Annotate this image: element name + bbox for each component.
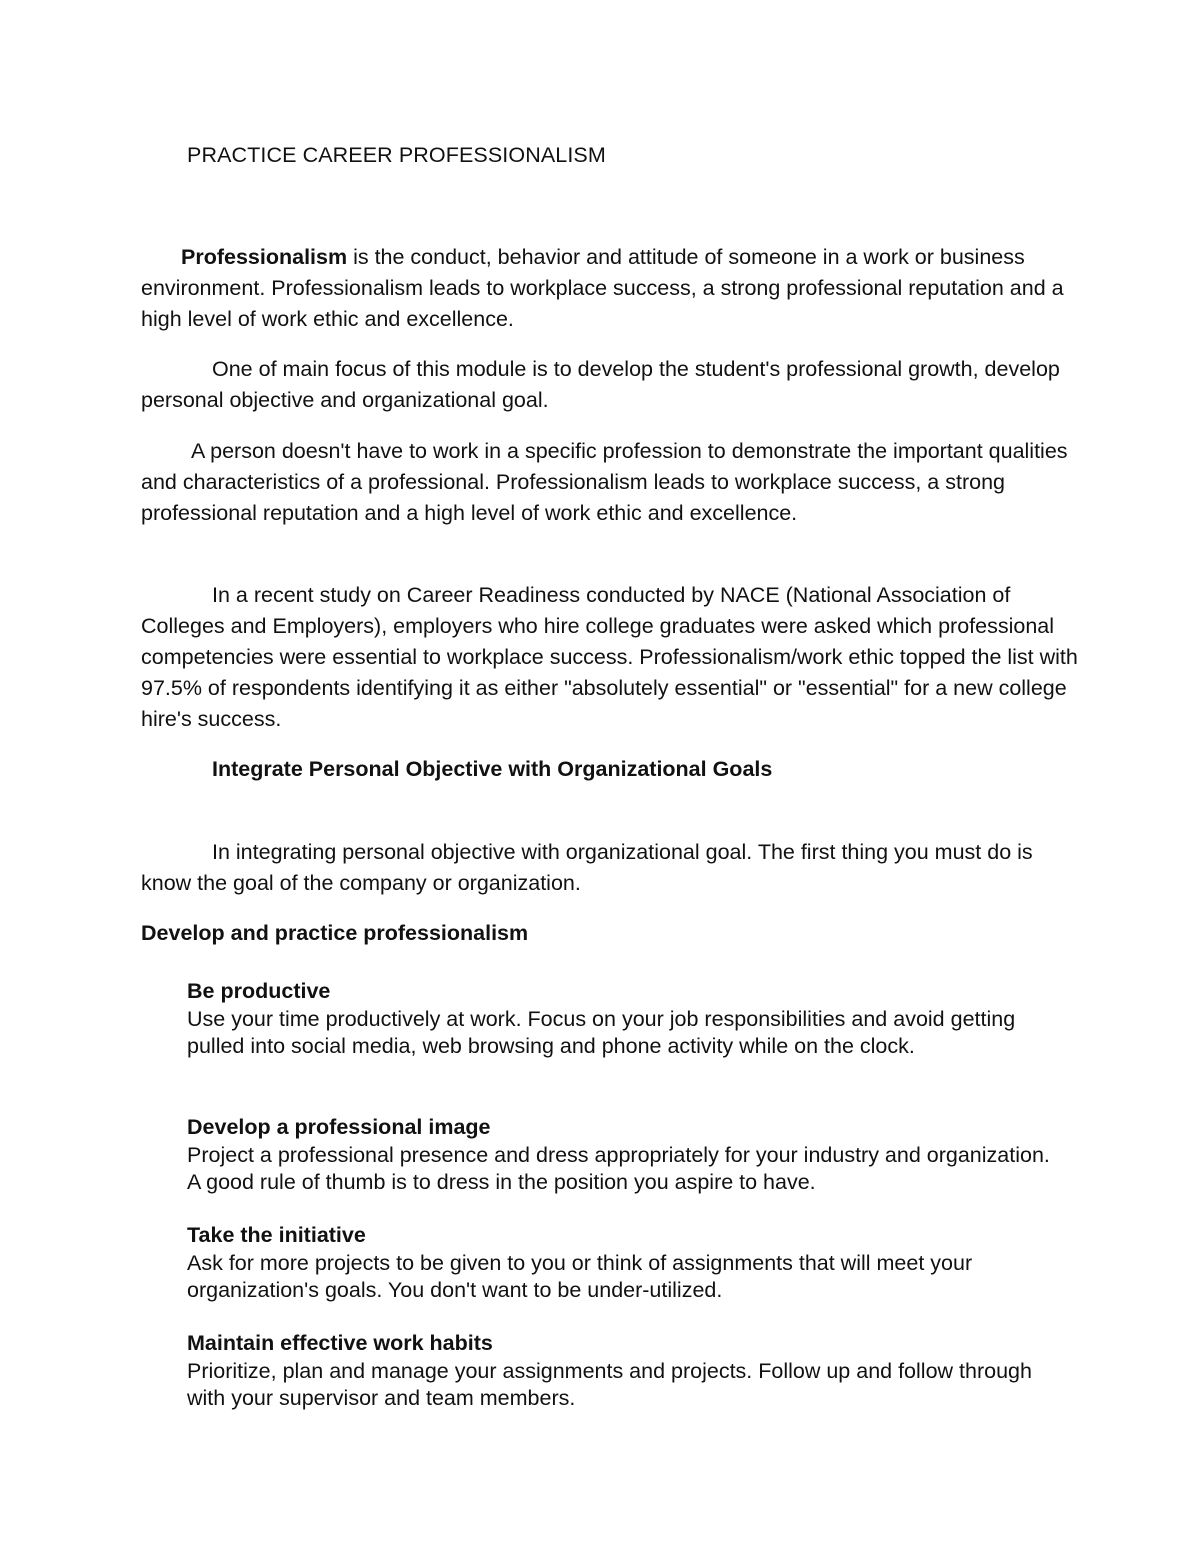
- tip-title: Take the initiative: [187, 1223, 366, 1247]
- tip-body: Project a professional presence and dress appropriately for your industry and organization. A good rule of thumb is to dress in the position you aspire to have.: [187, 1142, 1050, 1194]
- paragraph-integrating: [141, 837, 1081, 899]
- subheading-integrate: Integrate Personal Objective with Organizational Goals: [212, 757, 773, 781]
- tip-item: [187, 978, 1067, 1061]
- tip-item: [187, 1330, 1067, 1413]
- paragraph-integrating-text: In integrating personal objective with organizational goal. The first thing you must do is know the goal of the company or organization.: [141, 840, 1033, 895]
- paragraph-nace-study-text: In a recent study on Career Readiness conducted by NACE (National Association of Colleges and Employers), employers who hire college graduates were asked which professional competencies were essential to workplace success. Professionalism/work ethic topped the list with 97.5% of respondents identifying it as either "absolutely essential" or "essential" for a new college hire's success.: [141, 583, 1078, 731]
- paragraph-qualities-text: A person doesn't have to work in a specific profession to demonstrate the important qualities and characteristics of a professional. Professionalism leads to workplace success, a strong professional reputation and a high level of work ethic and excellence.: [141, 439, 1068, 525]
- tip-title: Maintain effective work habits: [187, 1331, 493, 1355]
- paragraph-nace-study: [141, 580, 1081, 735]
- tip-body: Prioritize, plan and manage your assignments and projects. Follow up and follow through with your supervisor and team members.: [187, 1358, 1032, 1410]
- paragraph-qualities: [141, 436, 1081, 529]
- tip-item: [187, 1222, 1067, 1305]
- page-title: PRACTICE CAREER PROFESSIONALISM: [187, 143, 606, 167]
- intro-bold-term: Professionalism: [181, 245, 348, 269]
- paragraph-module-focus-text: One of main focus of this module is to develop the student's professional growth, develop personal objective and organizational goal.: [141, 357, 1060, 412]
- tip-title: Develop a professional image: [187, 1115, 491, 1139]
- tip-body: Use your time productively at work. Focus on your job responsibilities and avoid getting pulled into social media, web browsing and phone activity while on the clock.: [187, 1006, 1016, 1058]
- tip-item: [187, 1114, 1067, 1197]
- tip-body: Ask for more projects to be given to you or think of assignments that will meet your organization's goals. You don't want to be under-utilized.: [187, 1250, 973, 1302]
- intro-paragraph: [141, 242, 1081, 335]
- intro-text: is the conduct, behavior and attitude of someone in a work or business environment. Professionalism leads to workplace success, a strong professional reputation and a high level of work ethic and excellence.: [141, 245, 1064, 331]
- tip-title: Be productive: [187, 979, 331, 1003]
- section-heading-develop: Develop and practice professionalism: [141, 921, 529, 945]
- paragraph-module-focus: [141, 354, 1081, 416]
